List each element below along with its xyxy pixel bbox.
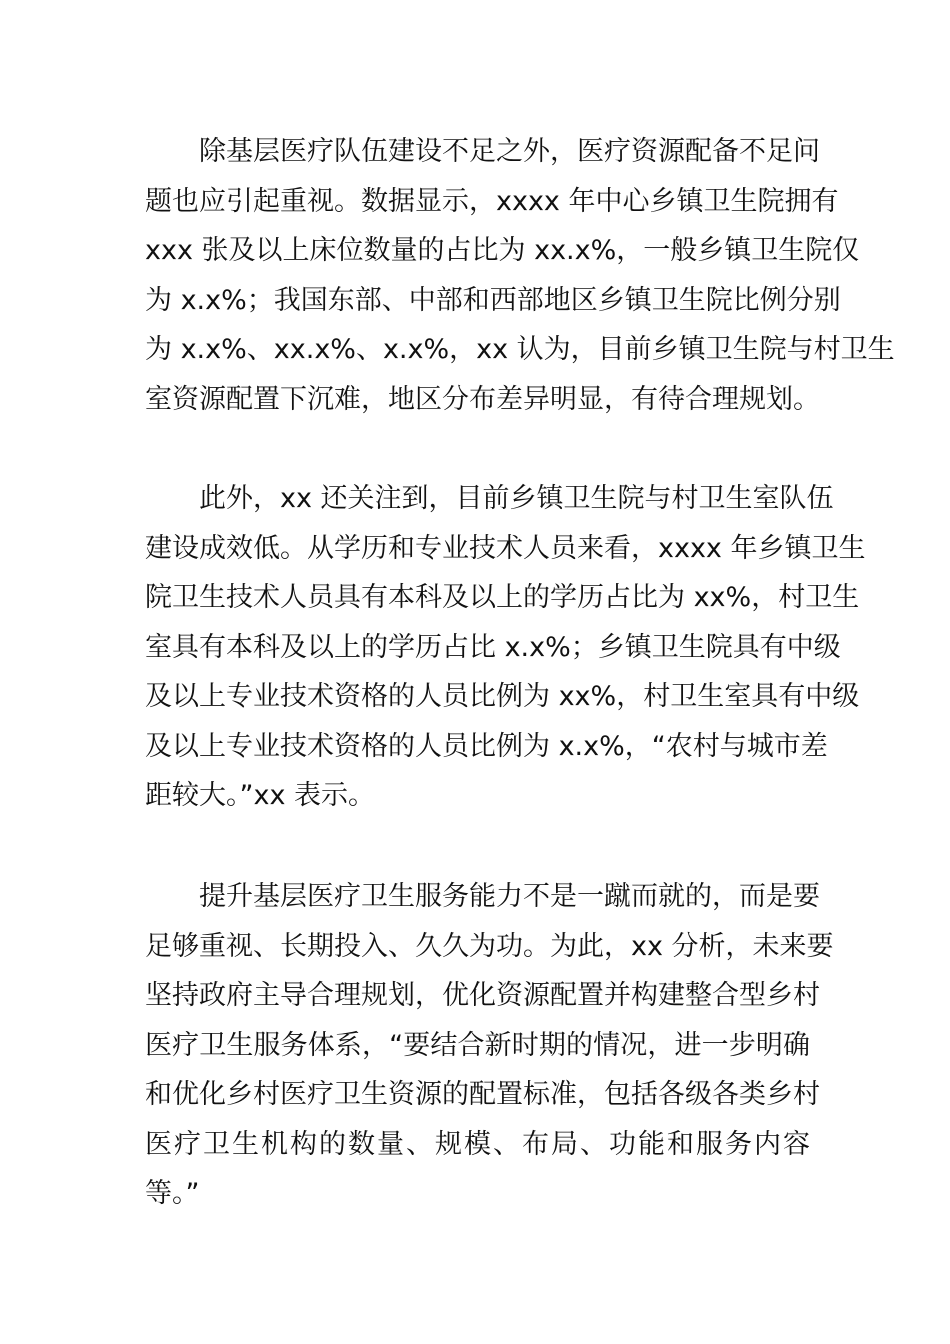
text-line: 及以上专业技术资格的人员比例为 x.x%，“农村与城市差 [145, 730, 828, 762]
text-line: 除基层医疗队伍建设不足之外，医疗资源配备不足问 [199, 136, 820, 167]
text-line: 和优化乡村医疗卫生资源的配置标准，包括各级各类乡村 [145, 1079, 820, 1110]
text-line: 院卫生技术人员具有本科及以上的学历占比为 xx%，村卫生 [145, 582, 860, 613]
text-line: 距较大。”xx 表示。 [145, 780, 376, 811]
text-line: 等。” [145, 1178, 200, 1209]
text-line: 题也应引起重视。数据显示，xxxx 年中心乡镇卫生院拥有 [145, 185, 839, 217]
text-line: xxx 张及以上床位数量的占比为 xx.x%，一般乡镇卫生院仅 [145, 235, 860, 266]
paragraph-3 [145, 872, 834, 1219]
text-line: 医疗卫生机构的数量、规模、布局、功能和服务内容 [145, 1128, 810, 1160]
text-line: 坚持政府主导合理规划，优化资源配置并构建整合型乡村 [145, 980, 820, 1011]
text-line: 提升基层医疗卫生服务能力不是一蹴而就的，而是要 [199, 881, 820, 912]
paragraph-2 [145, 474, 866, 821]
text-line: 建设成效低。从学历和专业技术人员来看，xxxx 年乡镇卫生 [145, 532, 866, 564]
text-line: 为 x.x%；我国东部、中部和西部地区乡镇卫生院比例分别 [145, 284, 841, 316]
text-line: 及以上专业技术资格的人员比例为 xx%，村卫生室具有中级 [145, 681, 860, 712]
text-line: 医疗卫生服务体系，“要结合新时期的情况，进一步明确 [145, 1029, 810, 1061]
text-line: 室具有本科及以上的学历占比 x.x%；乡镇卫生院具有中级 [145, 631, 841, 663]
text-line: 为 x.x%、xx.x%、x.x%，xx 认为，目前乡镇卫生院与村卫生 [145, 334, 895, 365]
paragraph-1 [145, 127, 895, 424]
text-line: 室资源配置下沉难，地区分布差异明显，有待合理规划。 [145, 383, 820, 415]
text-line: 此外，xx 还关注到，目前乡镇卫生院与村卫生室队伍 [199, 483, 834, 514]
text-line: 足够重视、长期投入、久久为功。为此，xx 分析，未来要 [145, 930, 834, 962]
